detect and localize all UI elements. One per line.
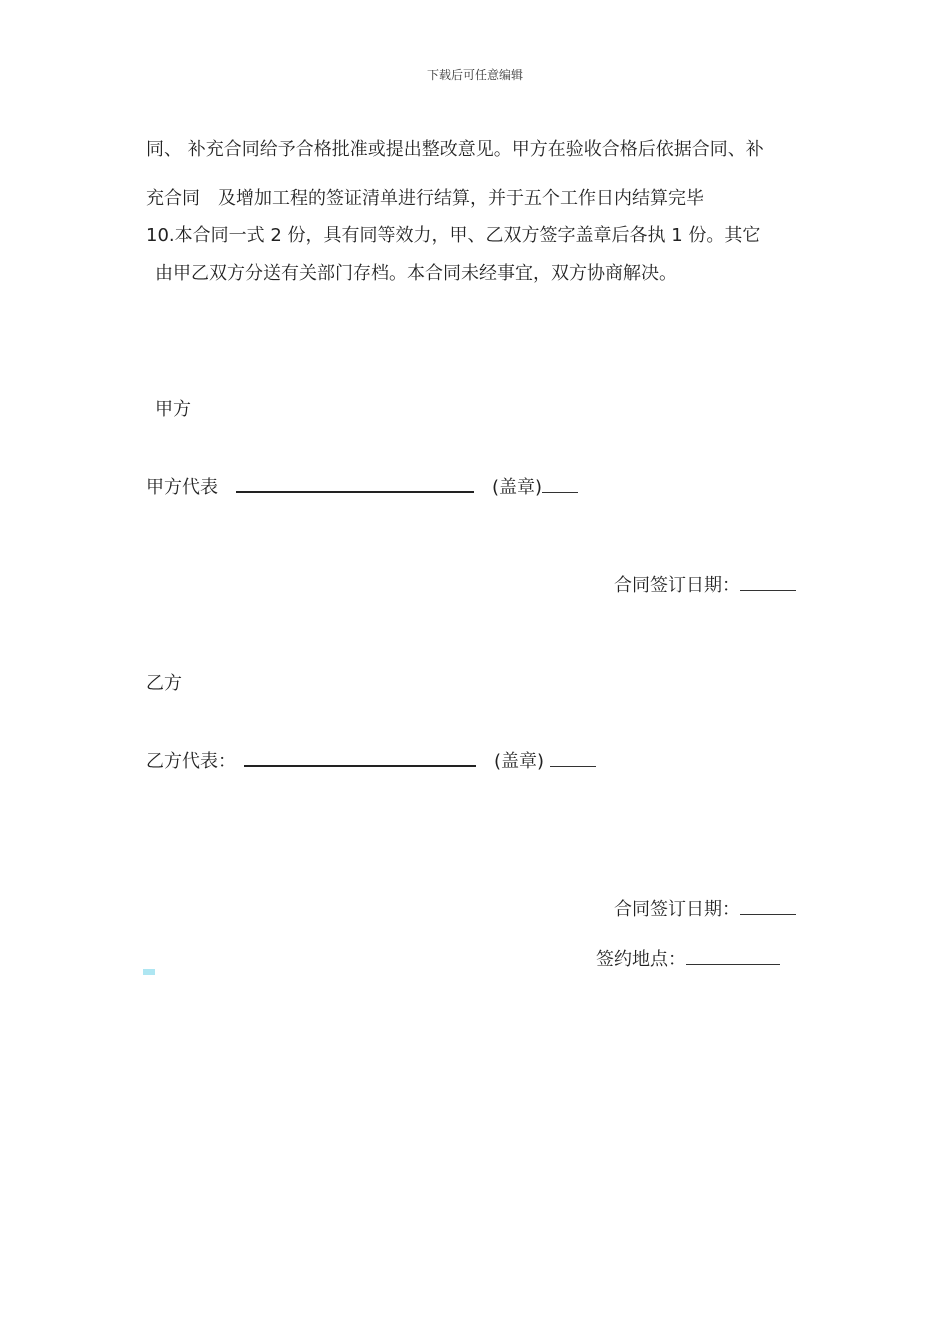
party-a-title: 甲方: [155, 399, 191, 420]
party-a-seal-label: (盖章): [492, 477, 543, 498]
party-b-place-blank[interactable]: [686, 946, 780, 965]
party-a-representative-row: [146, 473, 578, 500]
party-b-representative-row: [146, 747, 596, 774]
party-b-seal-label: (盖章): [494, 751, 545, 772]
party-b-title: 乙方: [146, 673, 182, 694]
body-line-4: 由甲乙双方分送有关部门存档。本合同未经事宜，双方协商解决。: [155, 263, 677, 284]
party-a-date-label: 合同签订日期：: [614, 575, 740, 596]
party-b-seal-blank[interactable]: [550, 748, 596, 767]
party-b-rep-signature-blank[interactable]: [244, 747, 476, 767]
body-line-3: 10.本合同一式 2 份，具有同等效力，甲、乙双方签字盖章后各执 1 份。其它: [146, 225, 761, 246]
party-b-rep-label: 乙方代表：: [146, 751, 236, 772]
party-a-rep-label: 甲方代表: [146, 477, 218, 498]
body-line-1: 同、 补充合同给予合格批准或提出整改意见。甲方在验收合格后依据合同、补: [146, 139, 764, 160]
party-b-date-row: [614, 896, 796, 922]
body-line-2: 充合同 及增加工程的签证清单进行结算，并于五个工作日内结算完毕: [146, 188, 704, 209]
party-a-date-blank[interactable]: [740, 572, 796, 591]
party-a-rep-signature-blank[interactable]: [236, 473, 474, 493]
highlight-mark: [143, 969, 155, 975]
party-b-place-label: 签约地点：: [596, 949, 686, 970]
party-a-seal-blank[interactable]: [542, 474, 578, 493]
party-b-place-row: [596, 946, 780, 972]
party-a-date-row: [614, 572, 796, 598]
party-b-date-blank[interactable]: [740, 896, 796, 915]
page-header-note: 下载后可任意编辑: [426, 68, 523, 82]
party-b-date-label: 合同签订日期：: [614, 899, 740, 920]
